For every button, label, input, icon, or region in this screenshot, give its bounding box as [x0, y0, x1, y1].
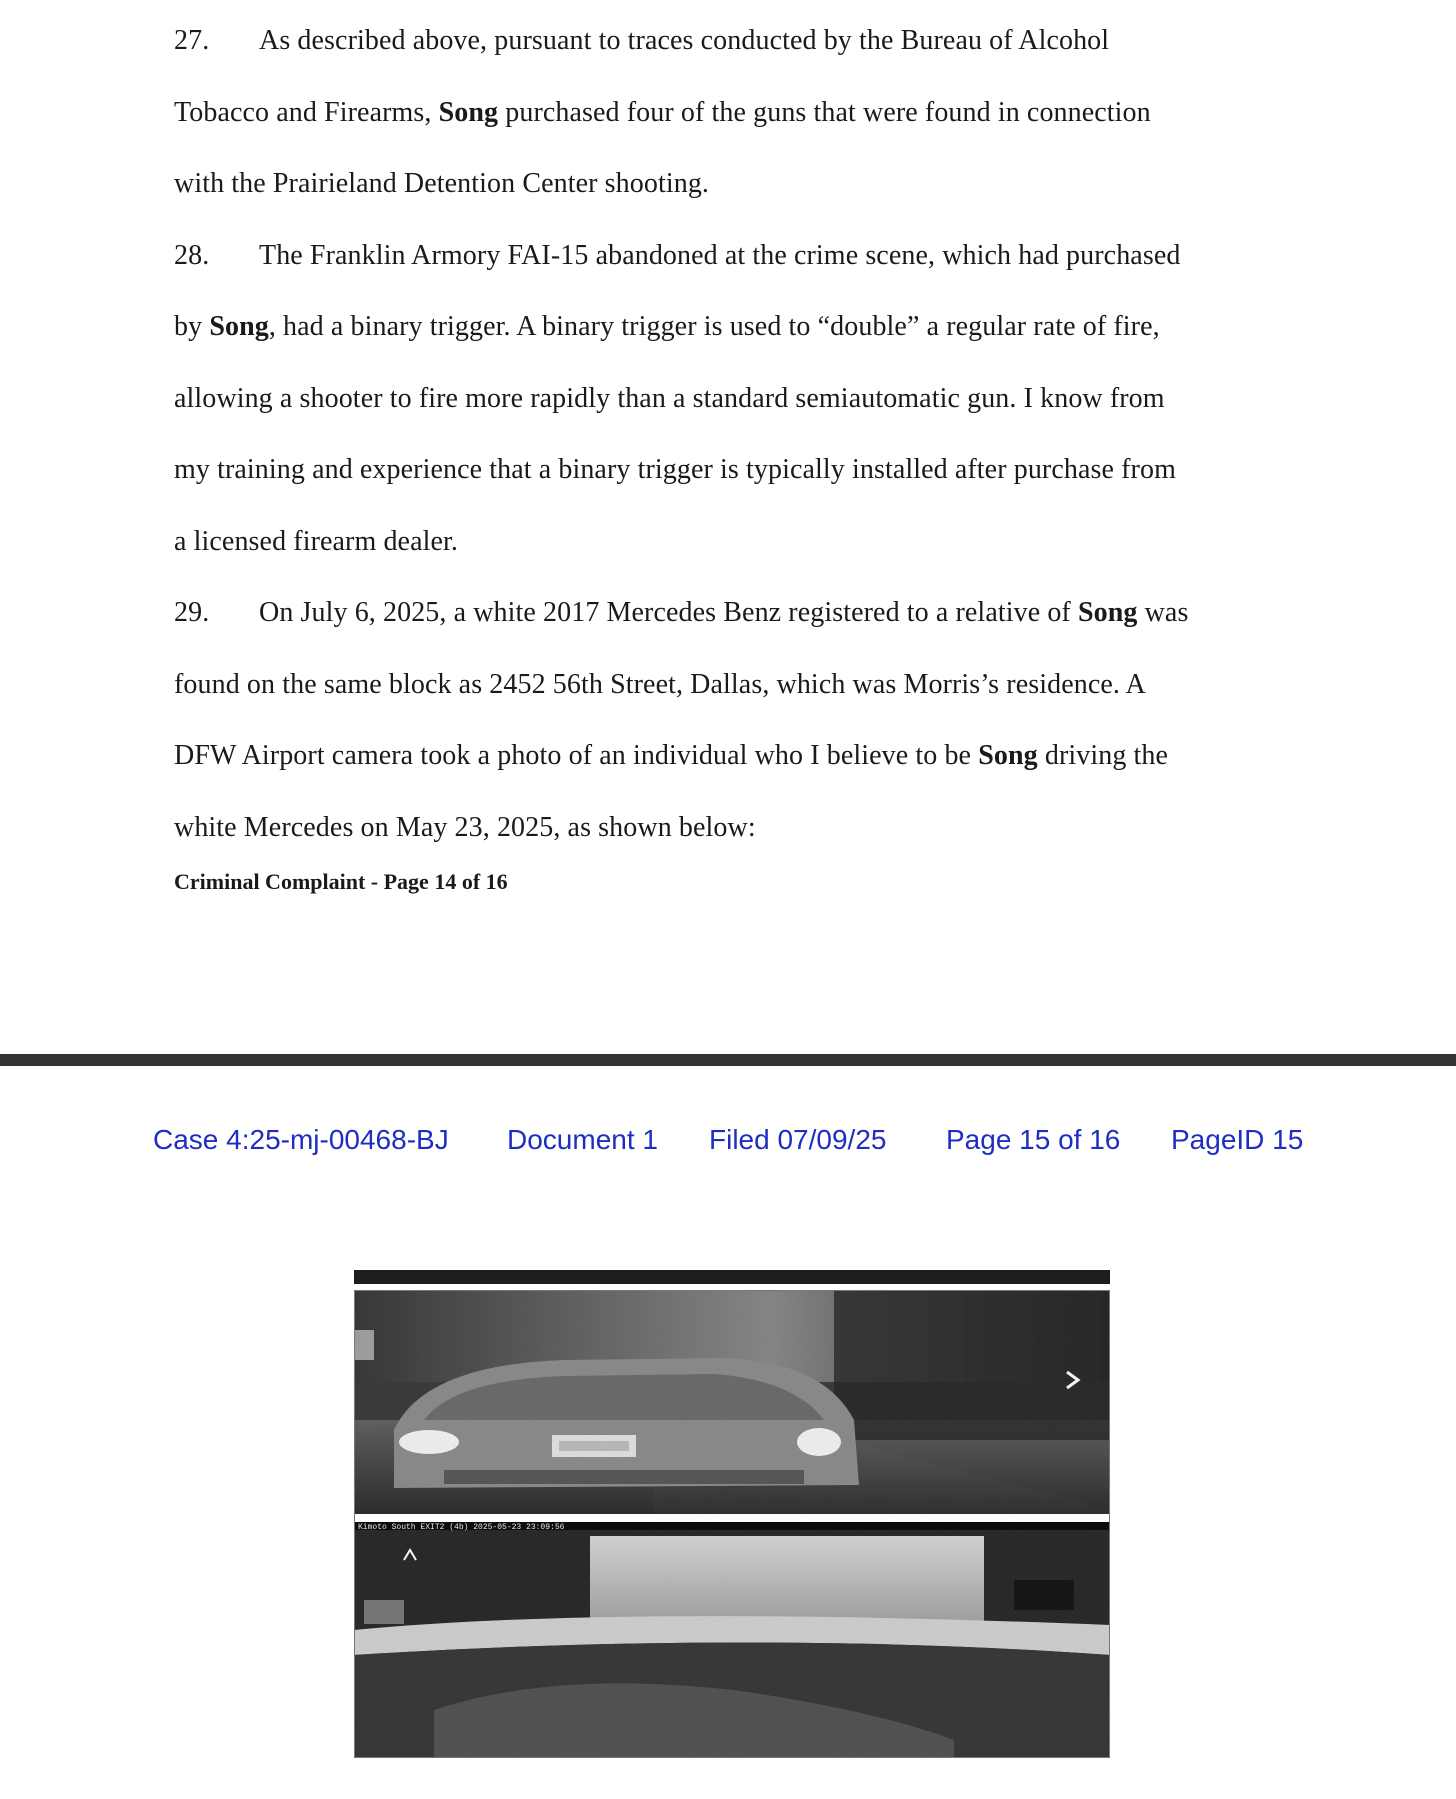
text-run: As described above, pursuant to traces conducted by the Bureau of Alcohol — [259, 25, 1110, 56]
text-run: was — [1137, 597, 1189, 628]
text-run: white Mercedes on May 23, 2025, as shown below: — [174, 811, 756, 843]
paragraph-29-line-4 — [174, 811, 756, 845]
paragraph-28-line-5 — [174, 525, 458, 559]
text-run: The Franklin Armory FAI-15 abandoned at the crime scene, which had purchased — [259, 239, 1181, 271]
page-divider — [0, 1054, 1456, 1066]
page-id: PageID 15 — [1171, 1124, 1304, 1155]
case-number: Case 4:25-mj-00468-BJ — [153, 1124, 449, 1155]
document-number: Document 1 — [507, 1124, 658, 1155]
paragraph-29-line-2 — [174, 668, 1146, 702]
text-run: driving the — [1037, 740, 1169, 771]
paragraph-27-line-1 — [174, 24, 1109, 58]
paragraph-27-line-3 — [174, 167, 709, 201]
photo-top-strip — [354, 1270, 1110, 1284]
paragraph-29-line-1 — [174, 596, 1188, 630]
paragraph-27-line-2 — [174, 96, 1151, 130]
paragraph-28-line-2 — [174, 310, 1160, 344]
camera-overlay-text: Kimoto South EXIT2 (4b) 2025-05-23 23:09:56 — [358, 1523, 565, 1532]
text-run: DFW Airport camera took a photo of an individual who I believe to be — [174, 740, 979, 771]
rear-view-frame — [354, 1290, 1110, 1514]
paragraph-29-line-3 — [174, 739, 1168, 773]
text-run: allowing a shooter to fire more rapidly than a standard semiautomatic gun. I know from — [174, 382, 1165, 414]
page-footer: Criminal Complaint - Page 14 of 16 — [174, 869, 508, 894]
text-run: On July 6, 2025, a white 2017 Mercedes Benz registered to a relative of — [259, 597, 1078, 628]
bold-name: Song — [978, 740, 1038, 771]
text-run: , had a binary trigger. A binary trigger is used to “double” a regular rate of fire, — [268, 311, 1160, 342]
text-run: by — [174, 311, 210, 342]
paragraph-number: 27. — [174, 25, 210, 56]
page-count: Page 15 of 16 — [946, 1124, 1121, 1155]
text-run: with the Prairieland Detention Center shooting. — [174, 168, 710, 199]
paragraph-28-line-4 — [174, 453, 1176, 487]
bold-name: Song — [438, 96, 499, 128]
ecf-header-stamp — [0, 1124, 1456, 1160]
filed-date: Filed 07/09/25 — [709, 1124, 887, 1155]
text-run: a licensed firearm dealer. — [174, 525, 458, 557]
text-run: found on the same block as 2452 56th Street, Dallas, which was Morris’s residence. A — [174, 668, 1146, 700]
text-run: purchased four of the guns that were found in connection — [498, 96, 1151, 128]
text-run: Tobacco and Firearms, — [174, 96, 439, 128]
bold-name: Song — [1077, 597, 1138, 628]
paragraph-28-line-3 — [174, 382, 1165, 416]
paragraph-number: 29. — [174, 597, 210, 628]
paragraph-number: 28. — [174, 239, 210, 271]
bold-name: Song — [209, 311, 269, 342]
text-run: my training and experience that a binary trigger is typically installed after purchase from — [174, 454, 1176, 485]
paragraph-28-line-1 — [174, 239, 1180, 273]
driver-view-frame — [354, 1522, 1110, 1758]
surveillance-photo — [354, 1270, 1110, 1758]
